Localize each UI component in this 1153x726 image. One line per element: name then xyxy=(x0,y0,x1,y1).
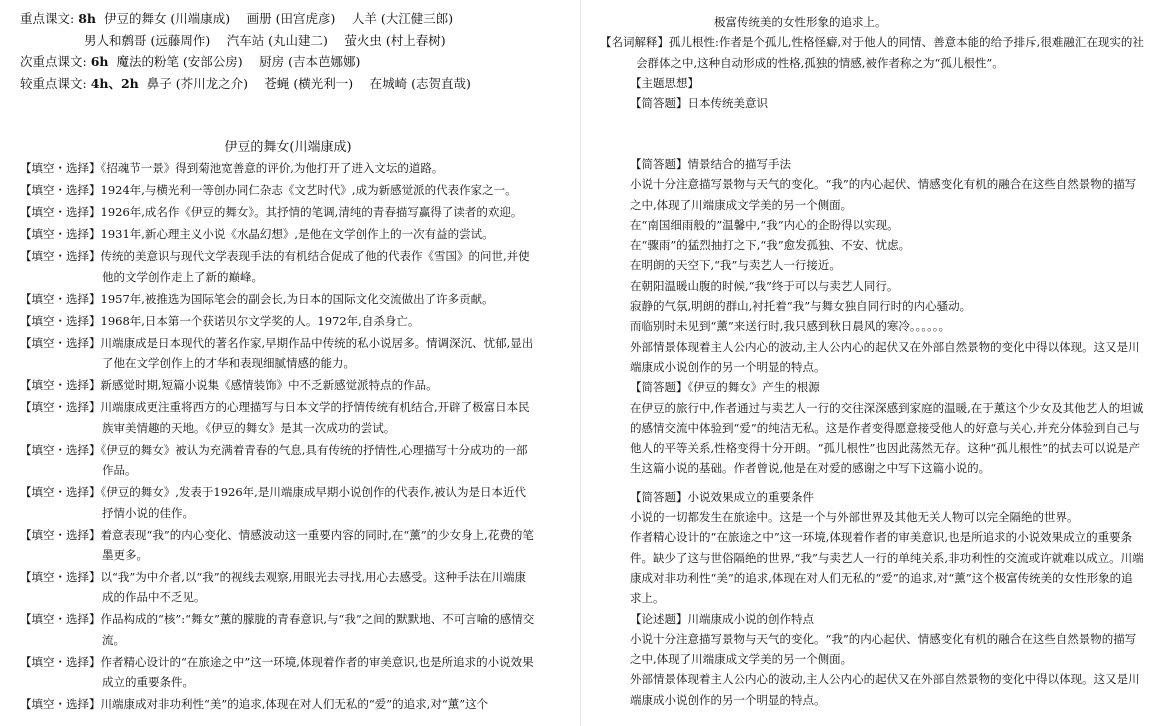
right-main-block xyxy=(630,154,1144,710)
key-line-1: 伊豆的舞女 (川端康成) 画册 (田宫虎彦) 人羊 (大江健三郎) xyxy=(103,11,454,26)
item-tag: 【填空・选择】 xyxy=(20,249,101,264)
short-answer-2: 【简答题】情景结合的描写手法 xyxy=(630,157,791,171)
term-explanation xyxy=(586,32,1146,73)
item-tag: 【填空・选择】 xyxy=(20,654,101,669)
paragraph-features-1: 小说十分注意描写景物与天气的变化。“我”的内心起伏、情感变化有机的融合在这些自然景物的描写之中,体现了川端康成文学美的另一个侧面。 xyxy=(630,631,1137,667)
fill-choice-item xyxy=(20,180,536,200)
fill-choice-item xyxy=(20,333,536,374)
minor-label: 较重点课文: xyxy=(20,75,87,91)
item-text: 作品构成的“核”:“舞女”薰的朦胧的青春意识,与“我”之间的默默地、不可言喻的感情交流。 xyxy=(100,612,535,647)
item-text: 1926年,成名作《伊豆的舞女》。其抒情的笔调,清纯的青春描写赢得了读者的欢迎。 xyxy=(100,205,523,220)
item-text: 《伊豆的舞女》被认为充满着青春的气息,具有传统的抒情性,心理描写十分成功的一部作品。 xyxy=(100,442,528,478)
short-answer-3: 【简答题】《伊豆的舞女》产生的根源 xyxy=(630,380,820,395)
item-tag: 【填空・选择】 xyxy=(20,442,101,457)
item-text: 1931年,新心理主义小说《水晶幻想》,是他在文学创作上的一次有益的尝试。 xyxy=(100,227,494,242)
short-answer-1: 【简答题】日本传统美意识 xyxy=(630,96,768,111)
minor-line: 鼻子 (芥川龙之介) 苍蝇 (横光利一) 在城崎 (志贺直哉) xyxy=(146,75,471,91)
item-tag: 【填空・选择】 xyxy=(20,335,101,350)
course-header xyxy=(20,8,570,94)
item-tag: 【填空・选择】 xyxy=(20,570,101,584)
paragraph-journey: 小说的一切都发生在旅途中。这是一个与外部世界及其他无关人物可以完全隔绝的世界。 xyxy=(630,510,1079,525)
fill-choice-item xyxy=(20,609,536,650)
essay-question: 【论述题】川端康成小说的创作特点 xyxy=(630,611,814,626)
item-text: 《伊豆的舞女》,发表于1926年,是川端康成早期小说创作的代表作,被认为是日本近代抒情小说的佳作。 xyxy=(100,485,526,520)
paragraph-external: 外部情景体现着主人公内心的波动,主人公内心的起伏又在外部自然景物的变化中得以体现。这又是川端康成小说创作的另一个明显的特点。 xyxy=(630,339,1140,374)
fill-choice-item xyxy=(20,482,536,523)
fill-choice-item xyxy=(20,202,536,222)
short-answer-4: 【简答题】小说效果成立的重要条件 xyxy=(630,489,814,504)
scene-line: 寂静的气氛,明朗的群山,衬托着“我”与舞女独自同行时的内心骚动。 xyxy=(630,299,972,314)
item-text: 川端康成对非功利性“美”的追求,体现在对人们无私的“爱”的追求,对“薰”这个 xyxy=(100,697,489,712)
item-text: 以“我”为中介者,以“我”的视线去观察,用眼光去寻找,用心去感受。这种手法在川端康成的作品中不乏见。 xyxy=(100,570,526,605)
right-top-block xyxy=(586,12,1146,113)
sub-hours: 6h xyxy=(90,54,109,69)
item-text: 新感觉时期,短篇小说集《感情装饰》中不乏新感觉派特点的作品。 xyxy=(100,378,438,393)
left-page xyxy=(0,0,576,726)
fill-choice-item xyxy=(20,652,536,693)
paragraph-origin: 在伊豆的旅行中,作者通过与卖艺人一行的交往深深感到家庭的温暖,在于薰这个少女及其他艺人的坦诚的感情交流中体验到“爱”的纯洁无私。这是作者变得愿意接受他人的好意与关心,并充分体验到自己与他人的平等关系,性格变得十分开朗。“孤儿根性”也因此荡然无存。这种“孤儿根性”的拭去可以说是产生这篇小说的基础。作者曾说,他是在对爱的感谢之中写下这篇小说的。 xyxy=(630,400,1144,476)
fill-choice-item xyxy=(20,375,536,395)
key-line-2: 男人和鹩哥 (远藤周作) 汽车站 (丸山建二) 萤火虫 (村上春树) xyxy=(84,32,446,48)
scene-lines xyxy=(630,215,1144,337)
item-tag: 【填空・选择】 xyxy=(20,612,101,627)
term-label: 【名词解释】 xyxy=(600,35,669,50)
item-text: 作者精心设计的“在旅途之中”这一环境,体现着作者的审美意识,也是所追求的小说效果成立的重要条件。 xyxy=(100,654,534,690)
item-tag: 【填空・选择】 xyxy=(20,205,101,220)
scene-line: 在朝阳温暖山腹的时候,“我”终于可以与卖艺人同行。 xyxy=(630,278,899,293)
item-tag: 【填空・选择】 xyxy=(20,291,101,306)
item-text: 川端康成更注重将西方的心理描写与日本文学的抒情传统有机结合,开辟了极富日本民族审美情趣的天地。《伊豆的舞女》是其一次成功的尝试。 xyxy=(100,400,530,435)
continuation-line: 极富传统美的女性形象的追求上。 xyxy=(714,15,887,29)
fill-choice-list xyxy=(20,158,536,716)
sub-label: 次重点课文: xyxy=(20,54,87,69)
paragraph-scenery: 小说十分注意描写景物与天气的变化。“我”的内心起伏、情感变化有机的融合在这些自然景物的描写之中,体现了川端康成文学美的另一个侧面。 xyxy=(630,177,1137,212)
paragraph-conditions: 作者精心设计的“在旅途之中”这一环境,体现着作者的审美意识,也是所追求的小说效果成立的重要条件。缺少了这与世俗隔绝的世界,“我”与卖艺人一行的单纯关系,非功利性的交流或许就难以成立。川端康成对非功利性“美”的追求,体现在对人们无私的“爱”的追求,对“薰”这个极富传统美的女性形象的追求上。 xyxy=(630,530,1144,606)
fill-choice-item xyxy=(20,567,536,608)
item-text: 传统的美意识与现代文学表现手法的有机结合促成了他的代表作《雪国》的问世,并使他的文学创作走上了新的巅峰。 xyxy=(100,249,530,284)
fill-choice-item xyxy=(20,397,536,438)
fill-choice-item xyxy=(20,246,536,287)
term-text: 孤儿根性:作者是个孤儿,性格怪癖,对于他人的同情、善意本能的给予排斥,很难融汇在现实的社会群体之中,这种自动形成的性格,孤独的情感,被作者称之为“孤儿根性”。 xyxy=(636,35,1144,70)
scene-line: 在“骤雨”的猛烈抽打之下,“我”愈发孤独、不安、忧虑。 xyxy=(630,238,911,253)
item-tag: 【填空・选择】 xyxy=(20,227,101,242)
right-page xyxy=(586,0,1153,726)
scene-line: 在明朗的天空下,“我”与卖艺人一行接近。 xyxy=(630,258,841,273)
fill-choice-item xyxy=(20,158,536,178)
item-text: 《招魂节一景》得到菊池宽善意的评价,为他打开了进入文坛的道路。 xyxy=(100,161,444,175)
paragraph-features-2: 外部情景体现着主人公内心的波动,主人公内心的起伏又在外部自然景物的变化中得以体现。这又是川端康成小说创作的另一个明显的特点。 xyxy=(630,672,1140,707)
item-text: 着意表现“我”的内心变化、情感波动这一重要内容的同时,在“薰”的少女身上,花费的笔墨更多。 xyxy=(100,527,534,562)
minor-texts-line xyxy=(20,73,570,95)
key-texts-line xyxy=(20,8,570,30)
item-tag: 【填空・选择】 xyxy=(20,697,101,712)
item-text: 川端康成是日本现代的著名作家,早期作品中传统的私小说居多。情调深沉、忧郁,显出了他在文学创作上的才华和表现细腻情感的能力。 xyxy=(100,335,534,371)
page-divider xyxy=(580,0,581,726)
item-tag: 【填空・选择】 xyxy=(20,313,101,328)
minor-hours: 4h、2h xyxy=(90,75,139,91)
item-tag: 【填空・选择】 xyxy=(20,527,101,542)
item-text: 1968年,日本第一个获诺贝尔文学奖的人。1972年,自杀身亡。 xyxy=(100,313,420,328)
item-text: 1924年,与横光利一等创办同仁杂志《文艺时代》,成为新感觉派的代表作家之一。 xyxy=(100,183,517,198)
fill-choice-item xyxy=(20,525,536,566)
item-tag: 【填空・选择】 xyxy=(20,378,101,393)
fill-choice-item xyxy=(20,311,536,331)
sub-line: 魔法的粉笔 (安部公房) 厨房 (吉本芭娜娜) xyxy=(116,54,361,69)
key-texts-line-2 xyxy=(20,30,570,52)
item-tag: 【填空・选择】 xyxy=(20,400,101,415)
item-text: 1957年,被推选为国际笔会的副会长,为日本的国际文化交流做出了许多贡献。 xyxy=(100,291,494,306)
key-hours: 8h xyxy=(78,11,96,26)
item-tag: 【填空・选择】 xyxy=(20,183,101,198)
scene-line: 在“南国细雨般的”温馨中,“我”内心的企盼得以实现。 xyxy=(630,217,899,232)
fill-choice-item xyxy=(20,289,536,309)
key-label: 重点课文: xyxy=(20,11,75,26)
section-title: 伊豆的舞女(川端康成) xyxy=(224,140,352,155)
fill-choice-item xyxy=(20,694,536,714)
scene-line: 而临别时未见到“薰”来送行时,我只感到秋日晨风的寒冷。。。。。。 xyxy=(630,319,951,334)
fill-choice-item xyxy=(20,224,536,244)
sub-texts-line xyxy=(20,51,570,73)
item-tag: 【填空・选择】 xyxy=(20,161,101,175)
item-tag: 【填空・选择】 xyxy=(20,485,101,500)
fill-choice-item xyxy=(20,440,536,481)
theme-label: 【主题思想】 xyxy=(630,75,699,90)
